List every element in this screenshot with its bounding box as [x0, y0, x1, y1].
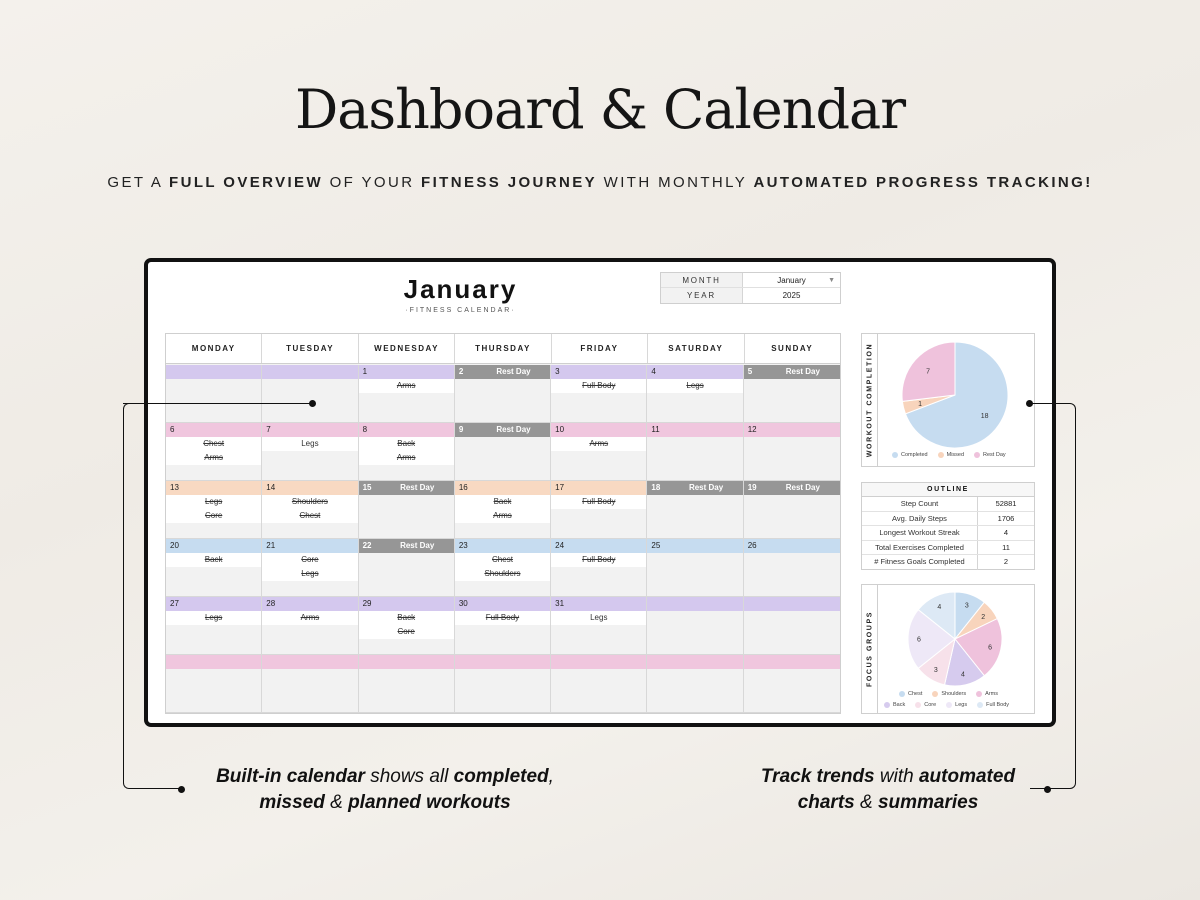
legend-swatch	[976, 691, 982, 697]
day-header	[551, 655, 646, 669]
day-number: 31	[555, 599, 565, 608]
rest-day-label: Rest Day	[400, 541, 435, 550]
day-header	[647, 481, 742, 495]
workout-entry[interactable]: Full Body	[551, 379, 646, 393]
day-header	[744, 539, 840, 553]
caption-part: GET A	[107, 174, 170, 191]
outline-label: Longest Workout Streak	[862, 526, 978, 540]
outline-label: Total Exercises Completed	[862, 541, 978, 555]
legend-swatch	[932, 691, 938, 697]
legend-entry	[977, 702, 1009, 708]
caption-part: Built-in calendar	[216, 766, 365, 787]
calendar-grid	[165, 333, 841, 714]
year-label: YEAR	[661, 288, 743, 303]
calendar-day-cell[interactable]	[359, 365, 455, 423]
day-header	[551, 539, 646, 553]
caption-part: Track trends	[760, 766, 875, 787]
day-number: 9	[458, 425, 464, 434]
day-header	[551, 423, 646, 437]
day-header	[551, 481, 646, 495]
rest-day-label: Rest Day	[688, 483, 724, 492]
legend-swatch	[946, 702, 952, 708]
day-header	[166, 365, 261, 379]
day-number: 28	[266, 599, 276, 608]
month-dropdown[interactable]	[743, 273, 840, 287]
calendar-week	[166, 423, 840, 481]
day-header	[455, 597, 550, 611]
day-number: 29	[362, 599, 372, 608]
focus-groups-legend-row-1	[899, 691, 998, 697]
outline-label: Avg. Daily Steps	[862, 512, 978, 526]
legend-entry	[974, 452, 1006, 458]
outline-row	[862, 541, 1034, 556]
legend-swatch	[915, 702, 921, 708]
day-header	[262, 365, 357, 379]
pie-value-label: 4	[961, 671, 965, 679]
workout-entry[interactable]: Arms	[359, 451, 454, 465]
legend-label: Chest	[908, 691, 923, 697]
legend-entry	[899, 691, 922, 697]
workout-entry[interactable]: Arms	[551, 437, 646, 451]
caption-part: ,	[548, 766, 554, 787]
legend-label: Arms	[985, 691, 998, 697]
calendar-day-cell[interactable]	[647, 539, 743, 597]
day-number: 25	[651, 541, 661, 550]
caption-part: shows all	[364, 766, 454, 787]
day-header	[262, 539, 357, 553]
caption-part: missed	[259, 792, 325, 813]
legend-entry	[884, 702, 905, 708]
calendar-day-cell[interactable]	[455, 597, 551, 655]
pie-value-label: 4	[937, 604, 942, 612]
legend-label: Legs	[955, 702, 968, 708]
workout-entry[interactable]: Back	[359, 437, 454, 451]
day-number: 2	[458, 367, 464, 376]
day-header	[744, 655, 840, 669]
day-header	[551, 365, 646, 379]
calendar-day-cell[interactable]	[262, 365, 358, 423]
rest-day-label: Rest Day	[785, 367, 820, 376]
pie-value-label: 1	[918, 401, 922, 409]
workout-entry[interactable]: Back	[359, 611, 454, 625]
calendar-subtitle: ·FITNESS CALENDAR·	[405, 307, 516, 314]
legend-entry	[892, 452, 928, 458]
legend-swatch	[974, 452, 980, 458]
workout-entry[interactable]: Arms	[166, 451, 261, 465]
day-header	[359, 423, 454, 437]
legend-swatch	[884, 702, 890, 708]
workout-entry[interactable]: Core	[262, 553, 357, 567]
calendar-week	[166, 655, 840, 713]
legend-label: Completed	[901, 452, 928, 458]
workout-entry[interactable]: Back	[455, 495, 550, 509]
workout-entry[interactable]: Full Body	[551, 553, 646, 567]
pie-value-label: 2	[981, 614, 986, 622]
workout-completion-title: WORKOUT COMPLETION	[866, 342, 873, 458]
day-number: 1	[362, 367, 368, 376]
day-number: 18	[651, 483, 661, 492]
workout-entry[interactable]: Chest	[262, 509, 357, 523]
calendar-day-cell[interactable]	[455, 481, 551, 539]
day-header	[744, 597, 840, 611]
right-connector-dot	[1026, 400, 1033, 407]
day-header	[359, 655, 454, 669]
legend-entry	[976, 691, 998, 697]
workout-completion-legend	[892, 452, 1006, 458]
calendar-day-cell[interactable]	[744, 481, 840, 539]
rest-day-label: Rest Day	[496, 367, 531, 376]
day-number: 5	[747, 367, 753, 376]
day-header	[262, 423, 357, 437]
caption-part: WITH MONTHLY	[597, 174, 754, 191]
day-number: 30	[458, 599, 468, 608]
weekday-friday: FRIDAY	[552, 334, 648, 363]
day-header	[744, 481, 840, 495]
weekday-tuesday: TUESDAY	[262, 334, 358, 363]
calendar-day-cell[interactable]	[262, 597, 358, 655]
left-connector	[123, 403, 183, 789]
calendar-day-cell[interactable]	[359, 539, 455, 597]
calendar-day-cell[interactable]	[551, 481, 647, 539]
focus-groups-chart	[882, 587, 1032, 689]
day-header	[744, 365, 840, 379]
caption-part: charts	[797, 792, 855, 813]
calendar-caption	[180, 764, 590, 816]
day-number: 4	[651, 367, 656, 376]
outline-row	[862, 555, 1034, 570]
day-header	[647, 597, 742, 611]
caption-part: completed	[453, 766, 549, 787]
caption-part: planned workouts	[348, 792, 511, 813]
outline-value: 52881	[995, 499, 1017, 508]
focus-groups-title: FOCUS GROUPS	[866, 611, 873, 687]
legend-label: Full Body	[986, 702, 1010, 708]
legend-entry	[946, 702, 967, 708]
day-header	[359, 481, 454, 495]
rest-day-label: Rest Day	[496, 425, 531, 434]
calendar-week	[166, 481, 840, 539]
day-number: 3	[555, 367, 560, 376]
day-header	[262, 481, 357, 495]
calendar-day-cell[interactable]	[262, 539, 358, 597]
workout-entry[interactable]: Core	[166, 509, 261, 523]
day-number: 19	[747, 483, 757, 492]
workout-entry[interactable]: Shoulders	[455, 567, 550, 581]
day-number: 10	[555, 425, 565, 434]
day-number: 12	[747, 425, 757, 434]
legend-label: Back	[893, 702, 906, 708]
charts-caption	[720, 764, 1056, 816]
calendar-day-cell[interactable]	[647, 655, 743, 713]
calendar-day-cell[interactable]	[551, 655, 647, 713]
day-number: 22	[362, 541, 372, 550]
day-header	[455, 655, 550, 669]
calendar-day-cell[interactable]	[551, 365, 647, 423]
legend-swatch	[899, 691, 905, 697]
day-header	[647, 365, 742, 379]
legend-swatch	[938, 452, 944, 458]
month-dropdown-value: January	[777, 276, 806, 285]
calendar-day-cell[interactable]	[455, 423, 551, 481]
calendar-day-cell[interactable]	[359, 481, 455, 539]
calendar-day-cell[interactable]	[359, 423, 455, 481]
outline-row	[862, 526, 1034, 541]
pie-value-label: 6	[917, 636, 921, 644]
legend-entry	[932, 691, 966, 697]
rest-day-label: Rest Day	[400, 483, 435, 492]
weekday-wednesday: WEDNESDAY	[359, 334, 455, 363]
day-number: 15	[362, 483, 372, 492]
day-number: 16	[458, 483, 468, 492]
legend-entry	[915, 702, 936, 708]
caption-part: AUTOMATED PROGRESS TRACKING!	[753, 174, 1093, 191]
calendar-day-cell[interactable]	[744, 597, 840, 655]
page-title: Dashboard & Calendar	[294, 78, 906, 141]
day-number: 6	[170, 425, 175, 434]
calendar-day-cell[interactable]	[551, 539, 647, 597]
outline-value: 11	[1002, 542, 1010, 552]
day-header	[455, 539, 550, 553]
day-header	[647, 539, 742, 553]
legend-label: Rest Day	[983, 452, 1006, 458]
day-number: 27	[170, 599, 179, 608]
day-number: 26	[747, 541, 757, 550]
calendar-day-cell[interactable]	[744, 423, 840, 481]
calendar-day-cell[interactable]	[551, 423, 647, 481]
workout-entry[interactable]: Legs	[551, 611, 646, 625]
workout-entry[interactable]: Chest	[455, 553, 550, 567]
calendar-day-cell[interactable]	[744, 365, 840, 423]
rest-day-label: Rest Day	[785, 483, 820, 492]
weekday-saturday: SATURDAY	[648, 334, 744, 363]
workout-entry[interactable]: Arms	[455, 509, 550, 523]
workout-entry[interactable]: Core	[359, 625, 454, 639]
pie-value-label: 6	[988, 644, 993, 652]
weekday-monday: MONDAY	[166, 334, 262, 363]
calendar-day-cell[interactable]	[359, 655, 455, 713]
workout-entry[interactable]: Back	[166, 553, 261, 567]
day-header	[359, 597, 454, 611]
chevron-down-icon[interactable]: ▼	[828, 277, 835, 284]
calendar-day-cell[interactable]	[455, 365, 551, 423]
calendar-day-cell[interactable]	[359, 597, 455, 655]
day-number: 13	[170, 483, 179, 492]
pie-value-label: 3	[933, 666, 938, 674]
pie-value-label: 18	[980, 412, 989, 420]
day-number: 21	[266, 541, 276, 550]
day-header	[551, 597, 646, 611]
outline-value: 4	[1003, 528, 1009, 537]
legend-label: Missed	[946, 452, 965, 458]
calendar-week	[166, 539, 840, 597]
day-number: 11	[651, 425, 660, 434]
calendar-day-cell[interactable]	[647, 365, 743, 423]
outline-title: OUTLINE	[862, 483, 1034, 497]
workout-entry[interactable]: Shoulders	[262, 495, 357, 509]
outline-row	[862, 512, 1034, 527]
caption-part: &	[854, 792, 878, 813]
caption-part: automated	[918, 766, 1016, 787]
calendar-day-cell[interactable]	[262, 481, 358, 539]
day-number: 14	[266, 483, 276, 492]
calendar-day-cell[interactable]	[455, 539, 551, 597]
weekday-header	[166, 334, 840, 364]
day-header	[455, 423, 550, 437]
day-header	[359, 365, 454, 379]
month-year-selector	[660, 272, 841, 304]
workout-entry[interactable]: Full Body	[551, 495, 646, 509]
day-header	[647, 655, 742, 669]
pie-value-label: 7	[926, 368, 931, 376]
calendar-day-cell[interactable]	[647, 597, 743, 655]
calendar-week	[166, 365, 840, 423]
pie-value-label: 3	[964, 602, 969, 610]
workout-entry[interactable]: Legs	[166, 611, 261, 625]
day-number: 7	[266, 425, 271, 434]
right-connector	[1030, 403, 1076, 789]
workout-completion-chart	[882, 336, 1032, 452]
legend-label: Shoulders	[941, 691, 967, 697]
caption-part: summaries	[877, 792, 979, 813]
day-header	[455, 481, 550, 495]
day-header	[262, 655, 357, 669]
calendar-day-cell[interactable]	[744, 655, 840, 713]
calendar-day-cell[interactable]	[647, 481, 743, 539]
legend-entry	[938, 452, 964, 458]
workout-entry[interactable]: Legs	[647, 379, 742, 393]
legend-swatch	[977, 702, 983, 708]
weekday-thursday: THURSDAY	[455, 334, 551, 363]
calendar-month-title: January	[403, 274, 518, 304]
caption-part: with	[874, 766, 919, 787]
caption-part: OF YOUR	[323, 174, 422, 191]
calendar-week	[166, 597, 840, 655]
workout-completion-panel	[861, 333, 1035, 467]
workout-entry[interactable]: Legs	[262, 567, 357, 581]
dashboard-frame	[144, 258, 1056, 727]
day-number: 23	[458, 541, 468, 550]
outline-value: 1706	[997, 513, 1015, 523]
outline-value: 2	[1003, 557, 1009, 566]
calendar-day-cell[interactable]	[551, 597, 647, 655]
calendar-day-cell[interactable]	[262, 423, 358, 481]
day-number: 8	[362, 425, 368, 434]
outline-label: # Fitness Goals Completed	[862, 555, 978, 570]
caption-part: &	[324, 792, 349, 813]
workout-entry[interactable]: Legs	[166, 495, 261, 509]
calendar-day-cell[interactable]	[455, 655, 551, 713]
year-field[interactable]: 2025	[782, 291, 801, 300]
left-connector-top	[123, 403, 313, 404]
day-header	[647, 423, 742, 437]
page-subtitle	[0, 174, 1200, 191]
calendar-day-cell[interactable]	[647, 423, 743, 481]
workout-entry[interactable]: Full Body	[455, 611, 550, 625]
day-number: 20	[170, 541, 179, 550]
day-header	[455, 365, 550, 379]
calendar-day-cell[interactable]	[262, 655, 358, 713]
outline-label: Step Count	[862, 497, 978, 511]
workout-entry[interactable]: Arms	[262, 611, 357, 625]
workout-entry[interactable]: Arms	[359, 379, 454, 393]
workout-entry[interactable]: Legs	[262, 437, 357, 451]
outline-panel	[861, 482, 1035, 570]
focus-groups-legend-row-2	[884, 702, 1009, 708]
weekday-sunday: SUNDAY	[771, 344, 814, 353]
day-header	[359, 539, 454, 553]
legend-label: Core	[924, 702, 937, 708]
day-header	[744, 423, 840, 437]
day-number: 24	[555, 541, 565, 550]
legend-swatch	[892, 452, 898, 458]
caption-part: FITNESS JOURNEY	[421, 174, 598, 191]
month-label: MONTH	[661, 273, 743, 287]
workout-entry[interactable]: Chest	[166, 437, 261, 451]
left-connector-dot	[309, 400, 316, 407]
focus-groups-panel	[861, 584, 1035, 714]
outline-row	[862, 497, 1034, 512]
day-number: 17	[555, 483, 565, 492]
calendar-day-cell[interactable]	[744, 539, 840, 597]
day-header	[262, 597, 357, 611]
caption-part: FULL OVERVIEW	[169, 174, 324, 191]
